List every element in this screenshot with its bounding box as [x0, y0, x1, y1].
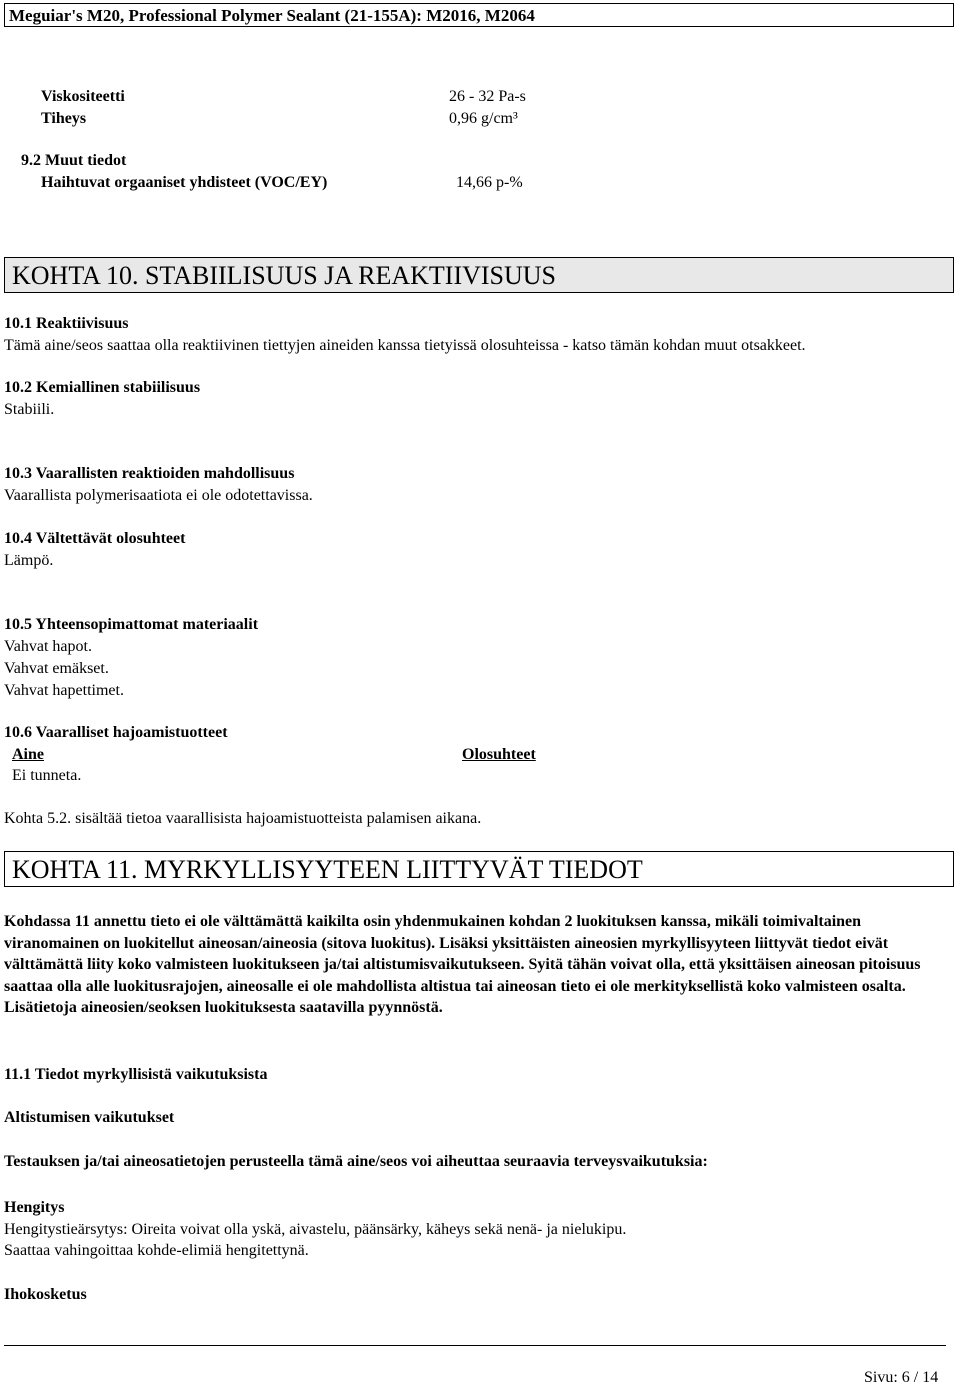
section-10-3-heading: 10.3 Vaarallisten reaktioiden mahdollisuus [4, 465, 295, 482]
section-10-6-heading: 10.6 Vaaralliset hajoamistuotteet [4, 724, 228, 741]
section-10-3-text: Vaarallista polymerisaatiota ei ole odotettavissa. [4, 487, 313, 504]
inhalation-text: Saattaa vahingoittaa kohde-elimiä hengitettynä. [4, 1242, 309, 1259]
section-10-title: KOHTA 10. STABIILISUUS JA REAKTIIVISUUS [12, 261, 557, 290]
section-9-2-heading: 9.2 Muut tiedot [21, 152, 127, 169]
section-11-box [4, 851, 954, 887]
inhalation-text: Hengitystieärsytys: Oireita voivat olla yskä, aivastelu, päänsärky, käheys sekä nenä- ja nielukipu. [4, 1221, 627, 1238]
document-title: Meguiar's M20, Professional Polymer Sealant (21-155A): M2016, M2064 [9, 6, 535, 25]
exposure-effects-heading: Altistumisen vaikutukset [4, 1109, 175, 1126]
document-header [4, 3, 954, 27]
inhalation-heading: Hengitys [4, 1199, 65, 1216]
incompatible-item: Vahvat hapot. [4, 638, 92, 655]
section-11-intro: Kohdassa 11 annettu tieto ei ole välttämättä kaikilta osin yhdenmukainen kohdan 2 luokituksen kanssa, mikäli toimivaltainen viranomainen on luokitellut aineosan/aineosia (sitova luokitus). Lisäksi yksittäisten aineosien myrkyllisyyteen liittyvät tiedot eivät välttämättä liity koko valmisteen luokitukseen ja/tai altistumisvaikutukseen. Syitä tähän voivat olla, että yksittäisen aineosan pitoisuus saattaa olla alle luokitusrajojen, aineosalle ei ole mahdollista altistua tai aineosan tieto ei ole merkityksellistä koko valmisteen osalta. Lisätietoja aineosien/seoksen luokituksesta saatavilla pyynnöstä. [4, 913, 921, 1016]
page-number: Sivu: 6 / 14 [864, 1369, 939, 1386]
section-10-5-heading: 10.5 Yhteensopimattomat materiaalit [4, 616, 259, 633]
column-header-conditions: Olosuhteet [462, 746, 536, 763]
section-10-4-text: Lämpö. [4, 552, 54, 569]
property-label-density: Tiheys [41, 110, 87, 127]
section-11-title: KOHTA 11. MYRKYLLISYYTEEN LIITTYVÄT TIEDOT [12, 855, 643, 884]
incompatible-item: Vahvat hapettimet. [4, 682, 124, 699]
skin-contact-heading: Ihokosketus [4, 1286, 87, 1303]
section-10-1-heading: 10.1 Reaktiivisuus [4, 315, 129, 332]
voc-value: 14,66 p-% [456, 174, 523, 191]
incompatible-item: Vahvat emäkset. [4, 660, 109, 677]
voc-label: Haihtuvat orgaaniset yhdisteet (VOC/EY) [41, 174, 328, 191]
section-11-1-heading: 11.1 Tiedot myrkyllisistä vaikutuksista [4, 1066, 268, 1083]
column-header-substance: Aine [12, 746, 44, 763]
property-value-density: 0,96 g/cm³ [449, 110, 518, 127]
section-10-4-heading: 10.4 Vältettävät olosuhteet [4, 530, 186, 547]
section-10-2-heading: 10.2 Kemiallinen stabiilisuus [4, 379, 201, 396]
section-10-box [4, 257, 954, 293]
decomposition-value: Ei tunneta. [12, 767, 82, 784]
section-10-1-text: Tämä aine/seos saattaa olla reaktiivinen tiettyjen aineiden kanssa tietyissä olosuhteissa - katso tämän kohdan muut otsakkeet. [4, 337, 806, 354]
property-value-viscosity: 26 - 32 Pa-s [449, 88, 526, 105]
section-10-2-text: Stabiili. [4, 401, 55, 418]
section-10-6-note: Kohta 5.2. sisältää tietoa vaarallisista hajoamistuotteista palamisen aikana. [4, 810, 482, 827]
property-label-viscosity: Viskositeetti [41, 88, 125, 105]
testing-heading: Testauksen ja/tai aineosatietojen perusteella tämä aine/seos voi aiheuttaa seuraavia terveysvaikutuksia: [4, 1153, 708, 1170]
footer-divider [4, 1345, 946, 1346]
